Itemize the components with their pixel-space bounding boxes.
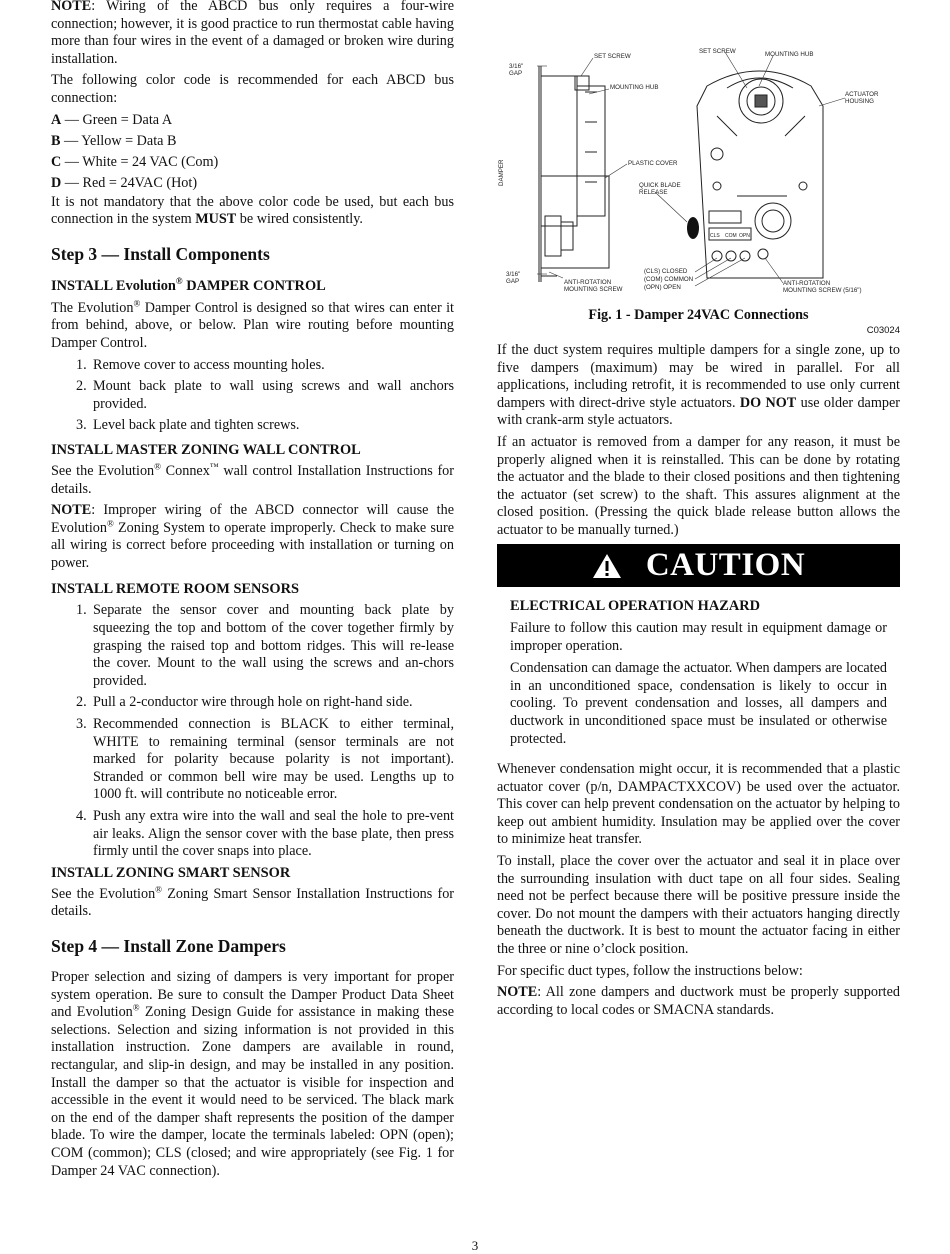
list-item: 4. Push any extra wire into the wall and seal the hole to pre-vent air leaks. Align the sensor cover with the base plate, then press firmly until the cover snaps into place. [76,808,454,860]
figure-caption: Fig. 1 - Damper 24VAC Connections [588,307,809,323]
label-actuator-housing-1: ACTUATOR [845,91,879,98]
wall-control-paragraph: See the Evolution® Connex™ wall control Installation Instructions for details. [51,461,455,497]
install-room-sensors-heading: INSTALL REMOTE ROOM SENSORS [51,581,300,598]
label-gap-bottom-2: GAP [506,278,520,285]
damper-connection-figure [497,46,900,298]
caution-banner [497,544,900,587]
zone-dampers-paragraph: Proper selection and sizing of dampers is very important for proper system operation. Be sure to consult the Damper Product Data Sheet and Evolution® Zoning Design Guide for assistance in making these selections. Selection and sizing information is not provided in this installation instruction. Zone dampers are available in round, rectangular, and slip-in design, and may be installed in any position. Install the damper so that the actuator is visible for inspection and accessible in the event it would need to be serviced. The black mark on the end of the damper shaft represents the position of the damper blade. To wire the damper, locate the terminals labeled: OPN (open); COM (common); CLS (closed; and wire appropriately (see Fig. 1 for Damper 24 VAC connection). [51,968,454,1179]
list-item: 3. Level back plate and tighten screws. [76,417,300,434]
terminal-label-cls: CLS [710,233,720,239]
multiple-dampers-paragraph: If the duct system requires multiple dampers for a single zone, up to five dampers (maximum) may be wired in parallel. For all applications, including retrofit, it is recommended to use only current dampers with direct-drive style actuators. DO NOT use older damper with crank-arm style actuators. [497,342,901,429]
label-gap-top-2: GAP [509,70,523,77]
right-column-lower [497,761,900,1019]
room-sensor-steps [51,602,454,860]
color-code-note: It is not mandatory that the above color code be used, but each bus connection in the system MUST be wired consistently. [51,193,454,228]
color-code-item: B — Yellow = Data B [51,132,177,149]
step4-heading: Step 4 — Install Zone Dampers [51,935,286,956]
actuator-front-view [697,71,823,278]
list-item: 3. Recommended connection is BLACK to either terminal, WHITE to remaining terminal (sensor terminals are not marked for polarity because polarity is not important). Stranded or common bell wire may be used. Lengths up to 1000 ft. will contribute no noticeable error. [76,716,454,803]
label-anti-rotation-right-1: ANTI-ROTATION [783,280,831,287]
color-code-item: A — Green = Data A [51,111,173,128]
caution-body [510,597,887,748]
list-item: 1. Separate the sensor cover and mounting back plate by squeezing the top and bottom of the cover together firmly by grasping the raised top and bottom ridges. This will re-lease the cover. Mount to the wall using the screws and an-chors provided. [76,602,454,689]
smart-sensor-paragraph: See the Evolution® Zoning Smart Sensor Installation Instructions for details. [51,884,455,920]
install-smart-sensor-heading: INSTALL ZONING SMART SENSOR [51,864,291,881]
label-actuator-housing-2: HOUSING [845,98,874,105]
damper-control-steps [51,357,454,435]
caution-title: CAUTION [645,547,806,583]
note-support: NOTE: All zone dampers and ductwork must be properly supported according to local codes or SMACNA standards. [497,984,900,1018]
damper-control-paragraph: The Evolution® Damper Control is designed so that wires can enter it from behind, above, or below. Plan wire routing before mounting Damper Control. [51,298,454,351]
label-set-screw-left: SET SCREW [594,53,631,60]
cover-install-paragraph: To install, place the cover over the actuator and seal it in place over the surrounding insulation with duct tape on all four sides. Sealing need not be perfect because there will be positive pressure inside the cover. Do not mount the dampers with their actuators hanging directly beneath the ductwork. It is best to mount the actuator facing in either the three or nine o’clock position. [497,852,900,957]
figure-code: C03024 [866,325,900,336]
label-gap-top-1: 3/16" [509,63,524,70]
color-code-list [51,110,454,194]
label-com-common: (COM) COMMON [644,276,694,283]
label-mounting-hub-left: MOUNTING HUB [610,84,659,91]
label-set-screw-right: SET SCREW [699,48,736,55]
duct-types-paragraph: For specific duct types, follow the instructions below: [497,962,803,979]
install-damper-control-heading: INSTALL Evolution® DAMPER CONTROL [51,275,326,294]
color-code-intro: The following color code is recommended for each ABCD bus connection: [51,72,454,106]
label-anti-rotation-left-2: MOUNTING SCREW [564,286,623,293]
step3-heading: Step 3 — Install Components [51,243,270,264]
color-code-item: D — Red = 24VAC (Hot) [51,174,198,191]
terminal-label-com: COM [725,233,737,239]
label-opn-open: (OPN) OPEN [644,284,681,291]
label-mounting-hub-top: MOUNTING HUB [765,51,814,58]
condensation-paragraph: Whenever condensation might occur, it is recommended that a plastic actuator cover (p/n, DAMPACTXXCOV) be used over the actuator. This cover can help prevent condensation on the actuator by helping to keep out ambient humidity. Insulation may be applied over the cover to minimize heat transfer. [497,761,900,848]
hazard-paragraph-2: Condensation can damage the actuator. When dampers are located in an unconditioned space, condensation is likely to occur in cooling. To prevent condensation and losses, all dampers and ductwork in unconditioned space must be insulated or otherwise protected. [510,660,887,747]
terminal-label-opn: OPN [739,233,750,239]
note-wiring: NOTE: Wiring of the ABCD bus only requires a four-wire connection; however, it is good practice to run thermostat cable having more than four wires in the event of a damaged or broken wire during installation. [51,0,454,67]
note-abcd-wiring: NOTE: Improper wiring of the ABCD connector will cause the Evolution® Zoning System to operate improperly. Check to make sure all wiring is correct before proceeding with installation or turning on power. [51,502,454,571]
page-number: 3 [471,1238,479,1253]
install-wall-control-heading: INSTALL MASTER ZONING WALL CONTROL [51,441,361,458]
list-item: 2. Pull a 2-conductor wire through hole on right-hand side. [76,694,413,711]
label-cls-closed: (CLS) CLOSED [644,268,688,275]
label-quick-blade-1: QUICK BLADE [639,182,681,189]
right-column-upper [497,342,900,540]
damper-side-view [539,66,609,282]
hazard-title: ELECTRICAL OPERATION HAZARD [510,598,761,614]
label-gap-bottom-1: 3/16" [506,271,521,278]
label-anti-rotation-left-1: ANTI-ROTATION [564,279,612,286]
leader-lines [537,52,845,286]
label-damper: DAMPER [498,159,505,186]
color-code-item: C — White = 24 VAC (Com) [51,153,219,170]
label-quick-blade-2: RELEASE [639,189,668,196]
left-column [51,0,454,1180]
warning-triangle-icon [592,553,622,579]
quick-blade-release-button [687,217,699,239]
label-anti-rotation-right-2: MOUNTING SCREW (5/16") [783,287,862,294]
hazard-paragraph-1: Failure to follow this caution may result in equipment damage or improper operation. [510,620,887,654]
label-plastic-cover: PLASTIC COVER [628,160,678,167]
actuator-alignment-paragraph: If an actuator is removed from a damper for any reason, it must be properly aligned when it is reinstalled. This can be done by rotating the actuator and the blade to their closed positions and then tightening the actuator (set screw) to the shaft. This assures alignment at the closed position. (Pressing the quick blade release button allows the actuator to be manually turned.) [497,433,900,538]
list-item: 2. Mount back plate to wall using screws and wall anchors provided. [76,378,454,412]
list-item: 1. Remove cover to access mounting holes. [76,356,325,373]
